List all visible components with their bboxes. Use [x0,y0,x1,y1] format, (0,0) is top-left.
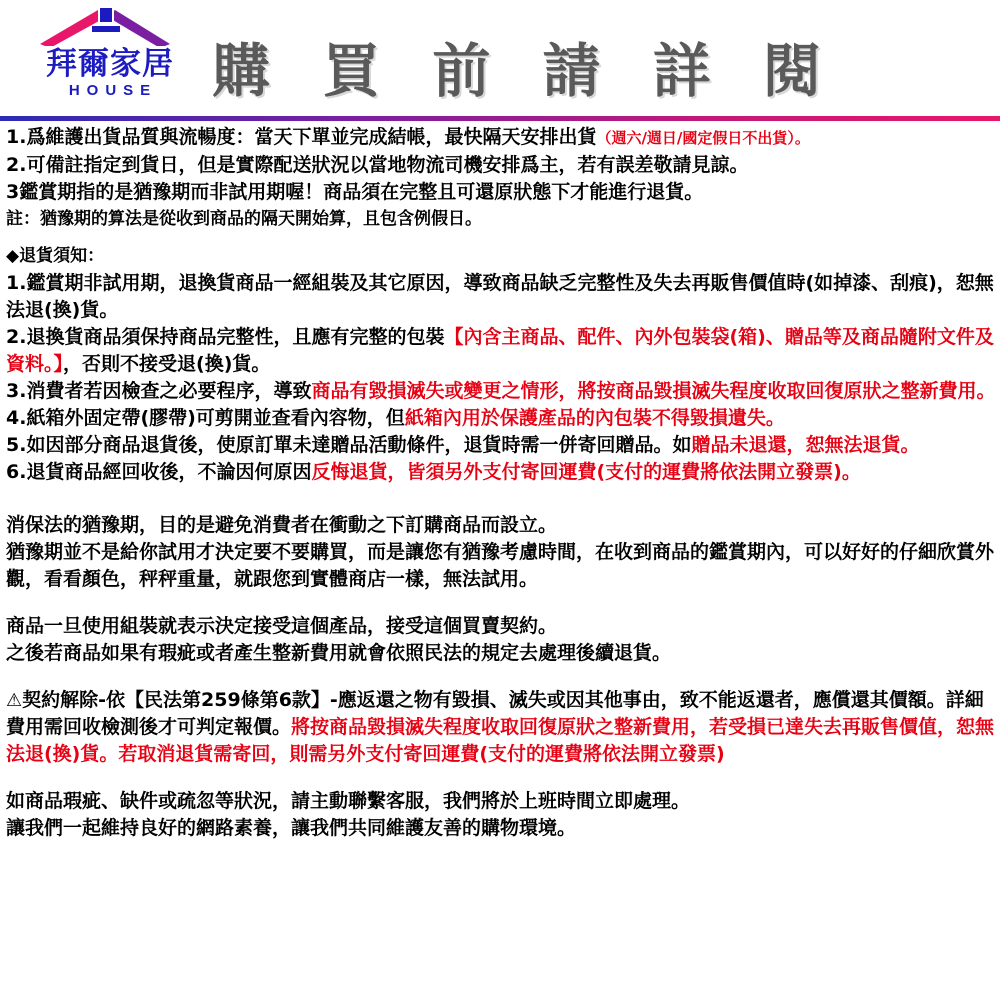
returns-rule-6-part-2: 反悔退貨，皆須另外支付寄回運費(支付的運費將依法開立發票)。 [311,461,861,483]
returns-rule-2 [6,324,998,378]
returns-rule-3-part-2: 商品有毀損滅失或變更之情形，將按商品毀損滅失程度收取回復原狀之整新費用。 [311,380,996,402]
contract-part-3: -應返還之物有毀損、滅失或因其他事由，致不能返還者，應償還其價額。詳細費用需回收檢測後才可判定報價。 [6,689,984,738]
assembly-line-2: 之後若商品如果有瑕疵或者產生整新費用就會依照民法的規定去處理後續退貨。 [6,642,672,664]
returns-rule-2-part-3: ，否則不接受退(換)貨。 [63,353,271,375]
roof-logo-icon [20,4,200,46]
returns-rule-4-part-1: 4.紙箱外固定帶(膠帶)可剪開並查看內容物，但 [6,407,405,429]
returns-rule-2-part-1: 2.退換貨商品須保持商品完整性，且應有完整的包裝 [6,326,445,348]
returns-rule-6-part-1: 6.退貨商品經回收後，不論因何原因 [6,461,312,483]
returns-rule-2-part-2: 【內含主商品、配件、內外包裝袋(箱)、贈品等及商品隨附文件及資料。】 [6,326,994,375]
cooling-off-line-2: 猶豫期並不是給你試用才決定要不要購買，而是讓您有猶豫考慮時間，在收到商品的鑑賞期內，可以好好的仔細欣賞外觀，看看顏色，秤秤重量，就跟您到實體商店一樣，無法試用。 [6,541,995,590]
returns-heading: ◆退貨須知： [6,246,105,266]
assembly-line-1: 商品一旦使用組裝就表示決定接受這個產品，接受這個買賣契約。 [6,615,558,637]
closing-line-1: 如商品瑕疵、缺件或疏忽等狀況，請主動聯繫客服，我們將於上班時間立即處理。 [6,790,691,812]
returns-rule-4 [6,405,998,432]
header-divider [0,116,1000,121]
notice-content [6,124,998,842]
shipping-item-1-note: （週六/週日/國定假日不出貨）。 [596,129,810,147]
shipping-item-3: 3鑑賞期指的是猶豫期而非試用期喔！商品須在完整且可還原狀態下才能進行退貨。 [6,181,704,203]
returns-rule-5 [6,432,998,459]
contract-part-4: 將按商品毀損滅失程度收取回復原狀之整新費用，若受損已達失去再販售價值，恕無法退(換)貨。若取消退貨需寄回，則需另外支付寄回運費(支付的運費將依法開立發票) [6,716,995,765]
cooling-off-line-1: 消保法的猶豫期，目的是避免消費者在衝動之下訂購商品而設立。 [6,514,558,536]
closing-line-2: 讓我們一起維持良好的網路素養，讓我們共同維護友善的購物環境。 [6,817,577,839]
brand-name: 拜爾家居 [46,46,174,82]
returns-rule-5-part-2: 贈品未退還，恕無法退貨。 [691,434,920,456]
contract-part-1: 契約解除-依 [22,689,126,711]
page-header [0,0,1000,118]
page-title [212,37,992,105]
returns-rule-6 [6,459,998,486]
shipping-item-2: 2.可備註指定到貨日，但是實際配送狀況以當地物流司機安排爲主，若有誤差敬請見諒。 [6,154,749,176]
contract-termination [6,687,998,768]
shipping-item-1 [6,124,998,152]
brand-logo [10,4,210,99]
shipping-item-1-text: 1.爲維護出貨品質與流暢度：當天下單並完成結帳，最快隔天安排出貨 [6,126,597,148]
returns-rule-1: 1.鑑賞期非試用期，退換貨商品一經組裝及其它原因，導致商品缺乏完整性及失去再販售價值時(如掉漆、刮痕)，恕無法退(換)貨。 [6,272,994,321]
contract-part-2: 【民法第259條第6款】 [125,689,330,711]
returns-rule-3 [6,378,998,405]
page-title-text: 購 買 前 請 詳 閱 [212,37,837,105]
brand-subtitle: HOUSE [68,82,158,99]
cooling-off-footnote: 註：猶豫期的算法是從收到商品的隔天開始算，且包含例假日。 [6,209,482,229]
warning-triangle-icon: ⚠ [6,690,23,711]
returns-rule-4-part-2: 紙箱內用於保護產品的內包裝不得毀損遺失。 [404,407,785,429]
returns-rule-5-part-1: 5.如因部分商品退貨後，使原訂單未達贈品活動條件，退貨時需一併寄回贈品。如 [6,434,692,456]
returns-rule-3-part-1: 3.消費者若因檢查之必要程序，導致 [6,380,312,402]
